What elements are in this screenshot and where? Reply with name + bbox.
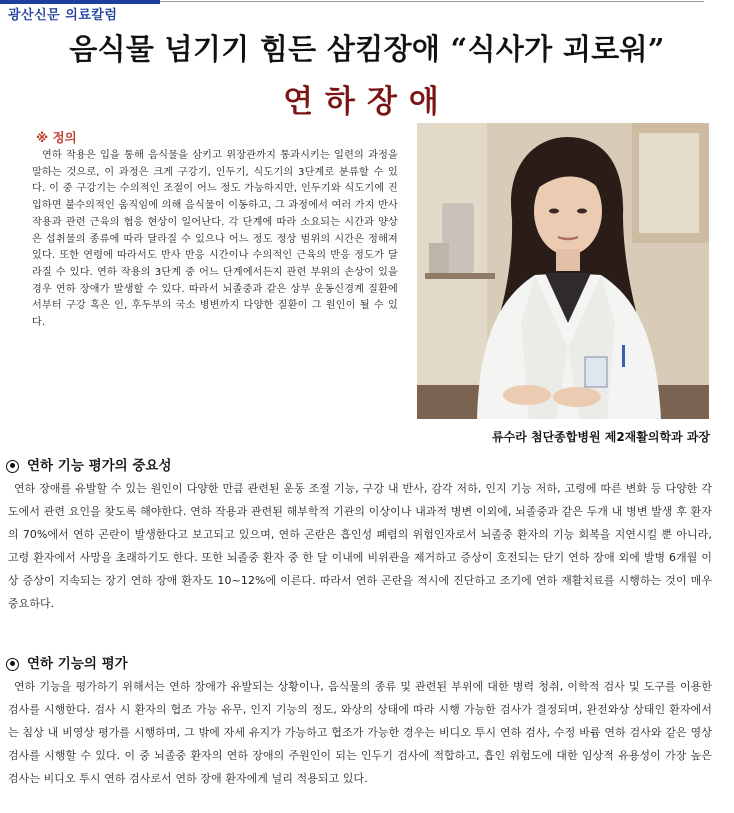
section-heading	[6, 455, 716, 477]
definition-box	[26, 128, 406, 404]
portrait-illustration	[417, 123, 709, 419]
definition-body: 연하 작용은 입을 통해 음식물을 삼키고 위장관까지 통과시키는 일련의 과정을 말하는 것으로, 이 과정은 크게 구강기, 인두기, 식도기의 3단계로 분류할 수 있다. 이 중 구강기는 수의적인 조절이 어느 정도 가능하지만, 인두기와 식도기에 진입하면 불수의적인 움직임에 의해 음식물이 이동하고, 그 과정에서 여러 가지 반사 작용과 관련 근육의 협응 현상이 일어난다. 각 단계에 따라 소요되는 시간과 양상은 섭취물의 종류에 따라 달라질 수 있으나 어느 정도 정상 범위의 시간은 정해져 있다. 또한 연령에 따라서도 반사 반응 시간이나 수의적인 근육의 반응 정도가 달라질 수 있다. 연하 작용의 3단계 중 어느 단계에서든지 관련 부위의 손상이 있을 경우 연하 장애가 발생할 수 있다. 따라서 뇌졸중과 같은 상부 운동신경계 질환에서부터 구강 혹은 인, 후두부의 국소 병변까지 다양한 질환이 그 원인이 될 수 있다.	[32, 150, 398, 329]
section-importance	[6, 455, 716, 615]
section-evaluation	[6, 653, 716, 790]
photo-caption: 류수라 첨단종합병원 제2재활의학과 과장	[492, 430, 710, 444]
section-heading-text: 연하 기능의 평가	[27, 656, 128, 672]
section-body: 연하 장애를 유발할 수 있는 원인이 다양한 만큼 관련된 운동 조절 기능, 구강 내 반사, 감각 저하, 인지 기능 저하, 고령에 따른 변화 등 다양한 각도에서 관련 요인을 찾도록 해야한다. 연하 작용과 관련된 해부학적 기관의 이상이나 내과적 병변 이외에, 뇌졸중과 같은 두개 내 병변 발생 후 환자의 70%에서 연하 곤란이 발생한다고 보고되고 있으며, 연하 곤란은 흡인성 폐렴의 위험인자로서 뇌졸중 환자의 기능 회복을 지연시킬 뿐 아니라, 고령 환자에서 사망을 초래하기도 한다. 또한 뇌졸중 환자 중 한 달 이내에 비위관을 제거하고 증상이 호전되는 단기 연하 장애 외에 발병 6개월 이상 증상이 지속되는 장기 연하 장애 환자도 10~12%에 이른다. 따라서 연하 곤란을 적시에 진단하고 조기에 연하 재활치료를 시행하는 것이 매우 중요하다.	[8, 482, 712, 610]
circle-bullet-icon	[6, 460, 19, 473]
article-headline: 음식물 넘기기 힘든 삼킴장애 “식사가 괴로워”	[69, 32, 665, 66]
section-heading-text: 연하 기능 평가의 중요성	[27, 458, 172, 474]
section-heading	[6, 653, 716, 675]
definition-heading: ※ 정의	[36, 130, 77, 145]
column-label: 광산신문 의료칼럼	[8, 8, 118, 23]
article-subtitle: 연하장애	[283, 84, 451, 120]
section-body: 연하 기능을 평가하기 위해서는 연하 장애가 유발되는 상황이나, 음식물의 종류 및 관련된 부위에 대한 병력 청취, 이학적 검사 및 도구를 이용한 검사를 시행한다. 검사 시 환자의 협조 가능 유무, 인지 기능의 정도, 와상의 상태에 따라 시행 가능한 검사가 결정되며, 완전와상 상태인 환자에서는 침상 내 비영상 평가를 시행하며, 그 밖에 자세 유지가 가능하고 협조가 가능한 경우는 비디오 투시 연하 검사, 수정 바륨 연하 검사와 같은 영상 검사를 시행할 수 있다. 이 중 뇌졸중 환자의 연하 장애의 주원인이 되는 인두기 검사에 적합하고, 흡인 위험도에 대한 임상적 유용성이 가장 높은 검사는 비디오 투시 연하 검사로서 연하 장애 환자에게 널리 적용되고 있다.	[8, 680, 712, 785]
top-rule-line	[160, 1, 704, 2]
circle-bullet-icon	[6, 658, 19, 671]
doctor-portrait-photo	[417, 123, 709, 419]
